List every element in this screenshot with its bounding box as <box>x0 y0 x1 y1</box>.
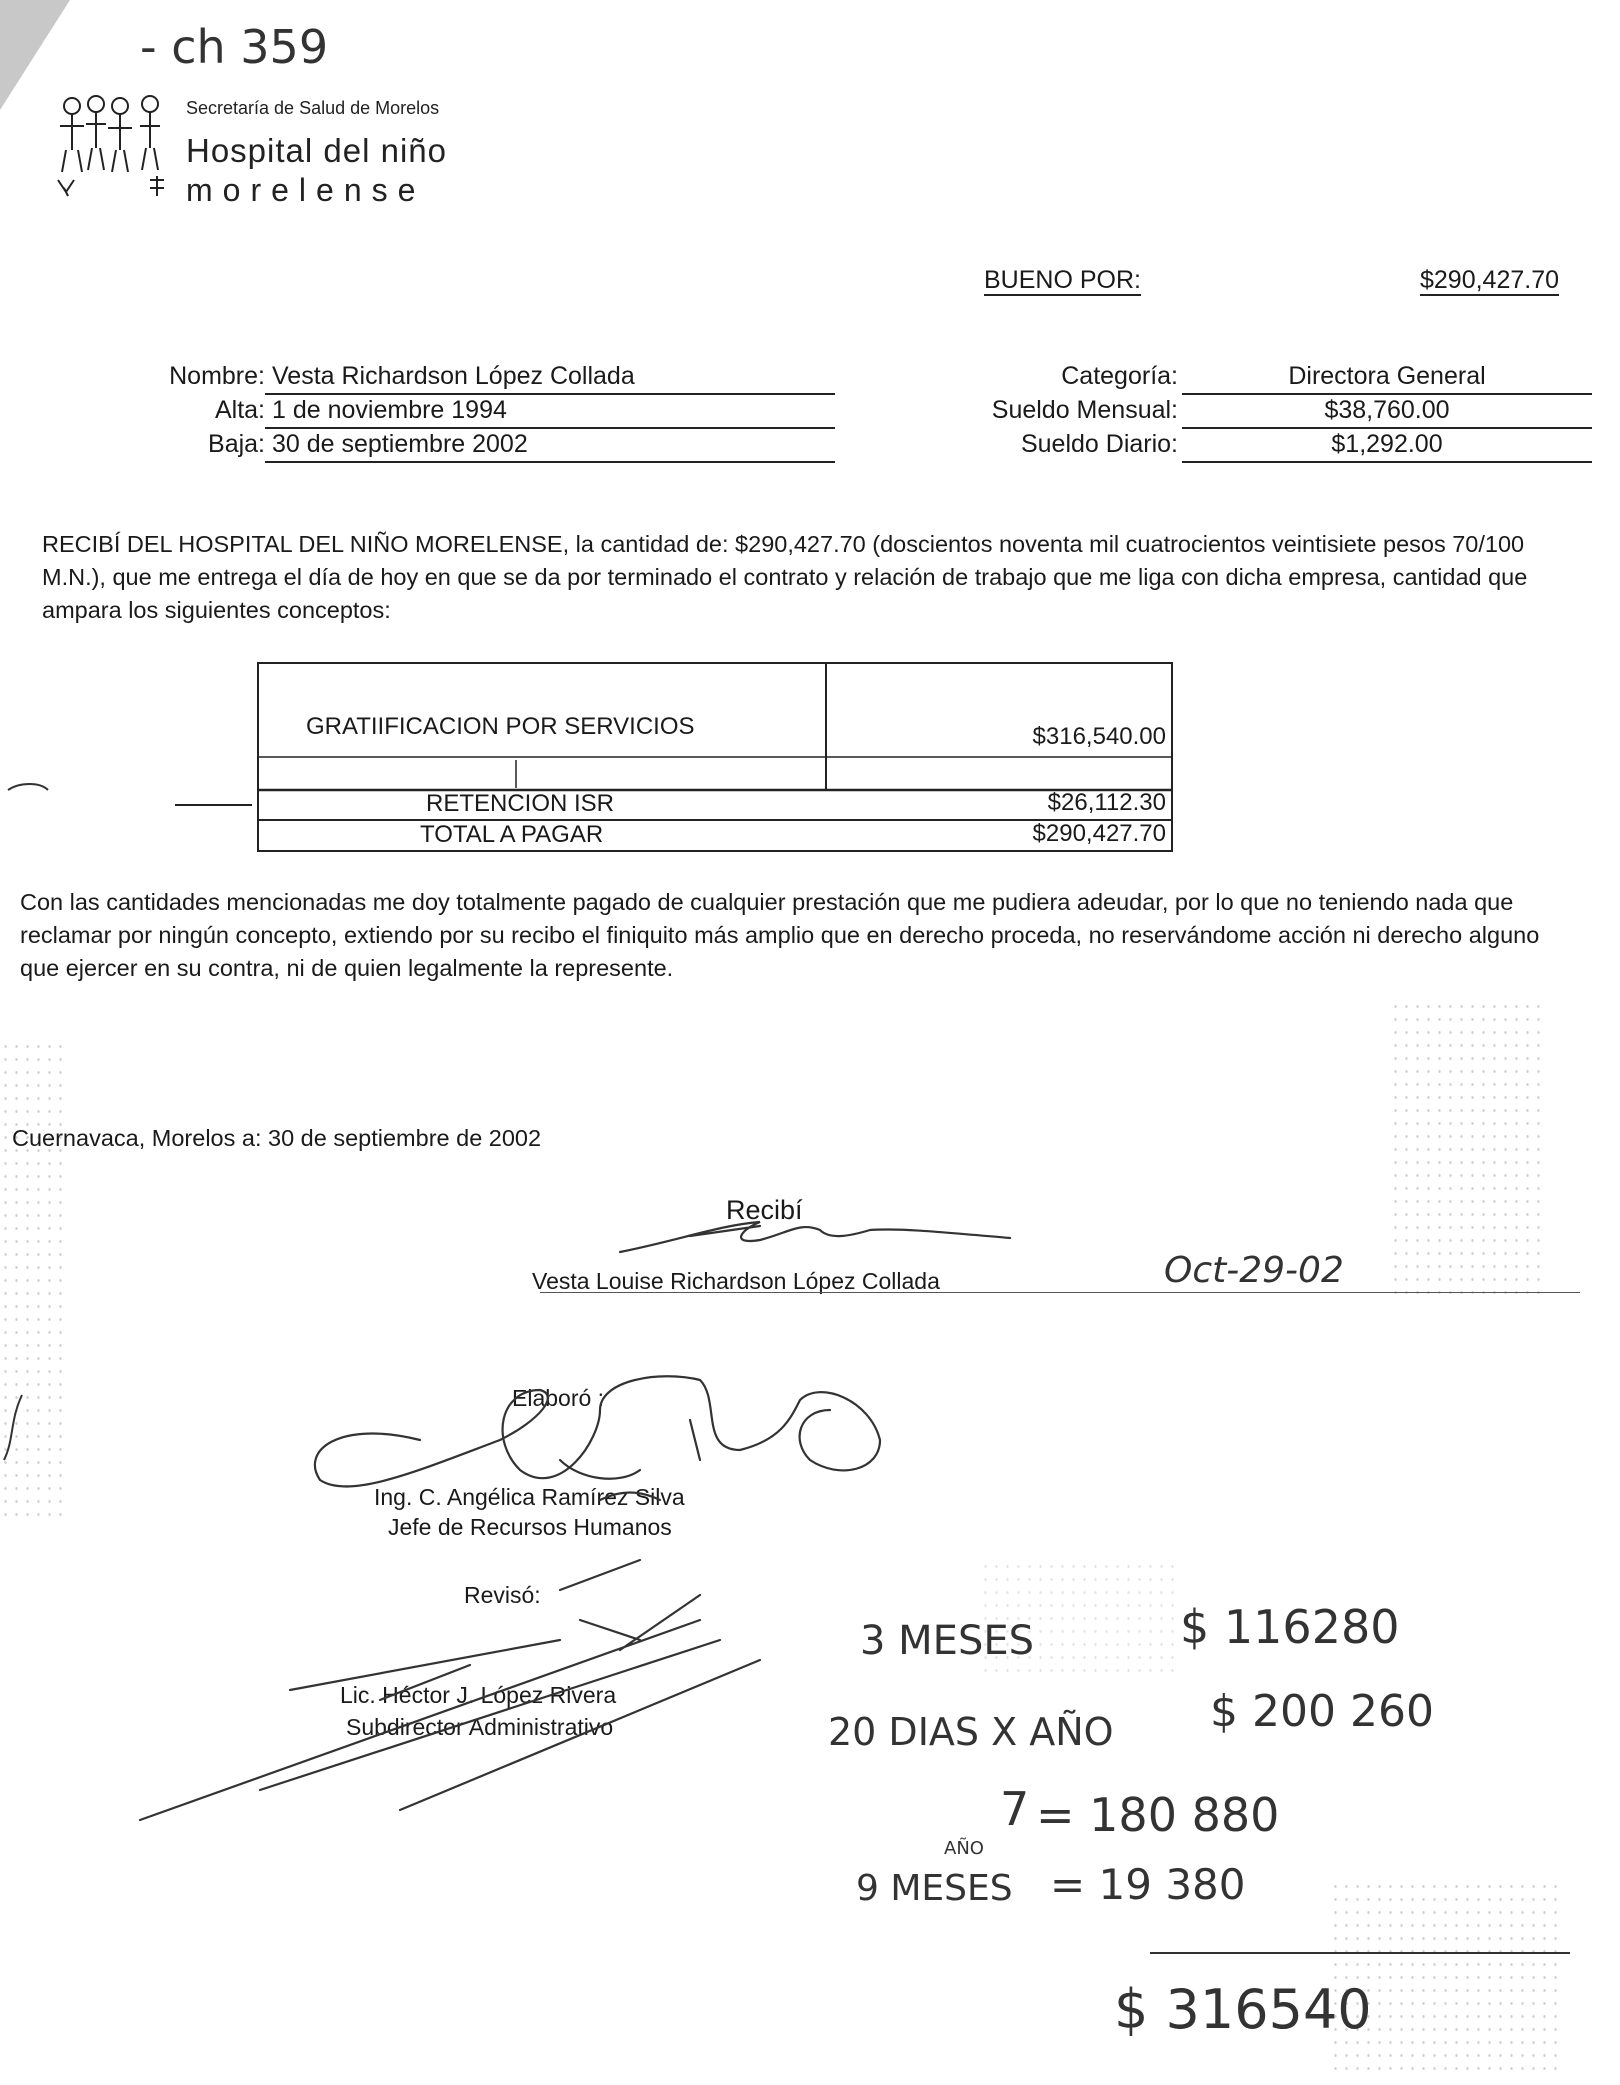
bueno-por-amount: $290,427.70 <box>1420 266 1560 294</box>
sueldo-mensual-label: Sueldo Mensual: <box>991 396 1178 424</box>
elaboro-title: Jefe de Recursos Humanos <box>388 1514 672 1540</box>
bueno-por-label: BUENO POR: <box>984 266 1141 294</box>
calc-line4-amount: = 19 380 <box>1050 1860 1246 1909</box>
calc-line2-amount: $ 200 260 <box>1210 1686 1434 1737</box>
gratificacion-amount: $316,540.00 <box>1032 723 1166 750</box>
baja-value: 30 de septiembre 2002 <box>272 430 528 458</box>
calc-line1-label: 3 MESES <box>860 1618 1035 1664</box>
elaboro-name: Ing. C. Angélica Ramírez Silva <box>374 1484 685 1510</box>
recibi-label: Recibí <box>726 1195 803 1225</box>
finiquito-paragraph: Con las cantidades mencionadas me doy totalmente pagado de cualquier prestación que me pudiera adeudar, por lo que no teniendo nada que reclamar por ningún concepto, extiendo por su recibo el finiquito más amplio que en derecho proceda, no reservándome acción ni derecho alguno que ejercer en su contra, ni de quien legalmente la represente. <box>20 889 1540 981</box>
calc-total: $ 316540 <box>1114 1978 1372 2041</box>
logo-secretaria: Secretaría de Salud de Morelos <box>186 98 440 118</box>
alta-value: 1 de noviembre 1994 <box>272 396 507 424</box>
reviso-title: Subdirector Administrativo <box>346 1714 614 1740</box>
categoria-label: Categoría: <box>1061 362 1178 390</box>
calc-line3-years: 7 <box>1000 1782 1030 1836</box>
baja-label: Baja: <box>208 430 265 458</box>
calc-line4-label: 9 MESES <box>856 1868 1013 1909</box>
calc-line1-amount: $ 116280 <box>1180 1600 1400 1654</box>
retencion-label: RETENCION ISR <box>426 790 615 817</box>
calc-line3-amount: = 180 880 <box>1036 1788 1280 1842</box>
recibi-handwritten-date: Oct-29-02 <box>1164 1250 1344 1291</box>
calc-line2-label: 20 DIAS X AÑO <box>828 1710 1114 1754</box>
reviso-name: Lic. Héctor J. López Rivera <box>340 1682 617 1708</box>
calc-line3-unit: AÑO <box>944 1838 984 1859</box>
gratificacion-label: GRATIIFICACION POR SERVICIOS <box>306 713 695 740</box>
logo-hospital-name: Hospital del niño <box>186 132 447 169</box>
logo-hospital-name-2: morelense <box>186 172 426 208</box>
reviso-label: Revisó: <box>464 1582 541 1608</box>
retencion-amount: $26,112.30 <box>1047 789 1166 816</box>
total-label: TOTAL A PAGAR <box>420 821 604 848</box>
sueldo-diario-label: Sueldo Diario: <box>1020 430 1178 458</box>
receipt-paragraph: RECIBÍ DEL HOSPITAL DEL NIÑO MORELENSE, la cantidad de: $290,427.70 (doscientos noventa mil cuatrocientos veintisiete pesos 70/100 M.N.), que me entrega el día de hoy en que se da por terminado el contrato y relación de trabajo que me liga con dicha empresa, cantidad que ampara los siguientes conceptos: <box>42 531 1528 623</box>
elaboro-label: Elaboró : <box>512 1385 605 1411</box>
sueldo-diario-value: $1,292.00 <box>1331 430 1443 458</box>
total-amount: $290,427.70 <box>1032 820 1166 847</box>
calc-sum-line <box>1150 1952 1570 1954</box>
nombre-label: Nombre: <box>169 362 265 390</box>
alta-label: Alta: <box>214 396 265 424</box>
nombre-value: Vesta Richardson López Collada <box>272 362 635 390</box>
categoria-value: Directora General <box>1288 362 1486 390</box>
place-date: Cuernavaca, Morelos a: 30 de septiembre de 2002 <box>12 1125 542 1151</box>
recibi-name: Vesta Louise Richardson López Collada <box>532 1268 940 1294</box>
handwritten-file-number: - ch 359 <box>140 20 329 74</box>
sueldo-mensual-value: $38,760.00 <box>1324 396 1450 424</box>
